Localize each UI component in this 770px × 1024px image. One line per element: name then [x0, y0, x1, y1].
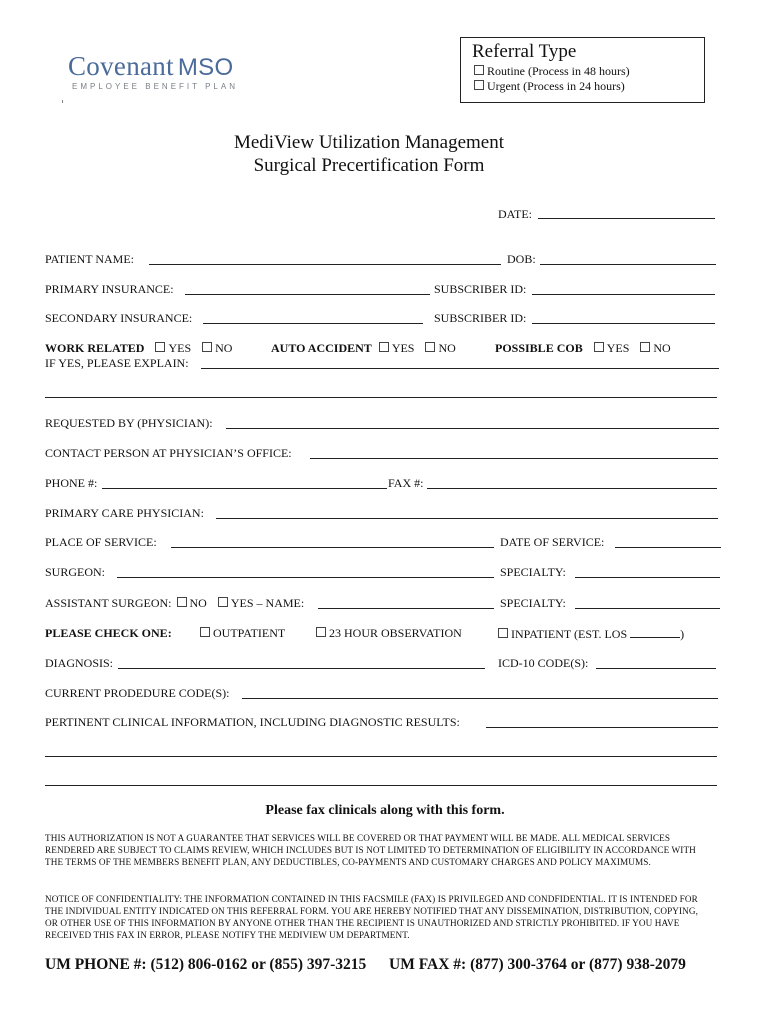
possible-cob-no-checkbox[interactable]	[640, 342, 650, 352]
observation-label: 23 HOUR OBSERVATION	[329, 626, 462, 640]
dob-label: DOB:	[507, 252, 536, 266]
if-yes-explain-label: IF YES, PLEASE EXPLAIN:	[45, 356, 189, 370]
form-title-line2: Surgical Precertification Form	[253, 155, 485, 176]
surgeon-field[interactable]	[117, 577, 494, 578]
phone-label: PHONE #:	[45, 476, 98, 490]
procedure-codes-field[interactable]	[242, 698, 718, 699]
inpatient-los-field[interactable]	[630, 626, 680, 638]
requested-by-label: REQUESTED BY (PHYSICIAN):	[45, 416, 213, 430]
work-related-yes-label: YES	[168, 341, 192, 355]
auto-accident-yes-checkbox[interactable]	[379, 342, 389, 352]
procedure-codes-label: CURRENT PRODEDURE CODE(S):	[45, 686, 230, 700]
outpatient-checkbox[interactable]	[200, 627, 210, 637]
pcp-field[interactable]	[216, 518, 718, 519]
logo-suffix: MSO	[177, 54, 234, 81]
subscriber-id-1-label: SUBSCRIBER ID:	[434, 282, 527, 296]
subscriber-id-2-label: SUBSCRIBER ID:	[434, 311, 527, 325]
auto-accident-no-checkbox[interactable]	[425, 342, 435, 352]
clinical-info-field-2[interactable]	[45, 756, 717, 757]
icd10-field[interactable]	[596, 668, 716, 669]
assistant-surgeon-yes-checkbox[interactable]	[218, 597, 228, 607]
assistant-surgeon-yes-name-label: YES – NAME:	[230, 596, 305, 610]
contact-person-label: CONTACT PERSON AT PHYSICIAN’S OFFICE:	[45, 446, 292, 460]
clinical-info-field[interactable]	[486, 727, 718, 728]
phone-field[interactable]	[102, 488, 387, 489]
referral-type-box	[460, 37, 705, 103]
confidentiality-notice: NOTICE OF CONFIDENTIALITY: THE INFORMATION CONTAINED IN THIS FACSMILE (FAX) IS PRIVILEGED AND CONDFIDENTIAL. IT IS INTENDED FOR THE INDIVIDUAL ENTITY INDICATED ON THIS REFERRAL FORM. YOU ARE HEREBY NOTIFIED THAT ANY DISSEMINATION, DISTRIBUTION, COPYING, OR OTHER USE OF THIS INFORMATION BY ANYONE OTHER THAN THE RECIPIENT IS UNAUTHORIZED AND STRICTLY PROHIBITED. IF YOU HAVE RECEIVED THIS FAX IN ERROR, PLEASE NOTIFY THE MEDIVIEW UM DEPARTMENT.	[45, 894, 699, 940]
work-related-no-checkbox[interactable]	[202, 342, 212, 352]
urgent-label: Urgent (Process in 24 hours)	[487, 79, 625, 93]
specialty-1-field[interactable]	[575, 577, 720, 578]
pcp-label: PRIMARY CARE PHYSICIAN:	[45, 506, 204, 520]
requested-by-field[interactable]	[226, 428, 719, 429]
assistant-surgeon-name-field[interactable]	[318, 608, 494, 609]
assistant-surgeon-label: ASSISTANT SURGEON:	[45, 596, 172, 610]
place-of-service-field[interactable]	[171, 547, 494, 548]
outpatient-label: OUTPATIENT	[213, 626, 286, 640]
specialty-2-field[interactable]	[575, 608, 720, 609]
clinical-info-field-3[interactable]	[45, 785, 717, 786]
date-field[interactable]	[538, 218, 715, 219]
covenant-mso-logo	[68, 52, 238, 91]
logo-name: Covenant	[68, 51, 174, 81]
authorization-disclaimer: THIS AUTHORIZATION IS NOT A GUARANTEE THAT SERVICES WILL BE COVERED OR THAT PAYMENT WILL BE MADE. ALL MEDICAL SERVICES RENDERED ARE SUBJECT TO CLAIMS REVIEW, WHICH INCLUDES BUT IS NOT LIMITED TO DETERMINATION OF ELIGIBILITY IN ACCORDANCE WITH THE TERMS OF THE MEMBERS BENEFIT PLAN, ANY DEDUCTIBLES, CO-PAYMENTS AND CUSTOMARY CHARGES AND POLICY MAXIMUMS.	[45, 833, 696, 867]
dob-field[interactable]	[540, 264, 716, 265]
referral-type-title: Referral Type	[472, 41, 577, 62]
inpatient-close-paren: )	[680, 627, 685, 641]
um-phone: UM PHONE #: (512) 806-0162 or (855) 397-3215	[45, 956, 367, 973]
um-fax: UM FAX #: (877) 300-3764 or (877) 938-2079	[389, 956, 686, 973]
possible-cob-yes-label: YES	[606, 341, 630, 355]
work-related-no-label: NO	[215, 341, 233, 355]
auto-accident-label: AUTO ACCIDENT	[271, 341, 372, 355]
auto-accident-no-label: NO	[438, 341, 456, 355]
secondary-insurance-field[interactable]	[203, 323, 423, 324]
form-title	[0, 131, 738, 177]
please-check-one-label: PLEASE CHECK ONE:	[45, 626, 172, 640]
subscriber-id-2-field[interactable]	[532, 323, 715, 324]
fax-label: FAX #:	[388, 476, 424, 490]
subscriber-id-1-field[interactable]	[532, 294, 715, 295]
work-related-label: WORK RELATED	[45, 341, 145, 355]
specialty-2-label: SPECIALTY:	[500, 596, 566, 610]
icd10-label: ICD-10 CODE(S):	[498, 656, 589, 670]
routine-checkbox[interactable]	[474, 65, 484, 75]
if-yes-explain-field[interactable]	[201, 368, 719, 369]
clinical-info-label: PERTINENT CLINICAL INFORMATION, INCLUDING DIAGNOSTIC RESULTS:	[45, 715, 460, 729]
inpatient-checkbox[interactable]	[498, 628, 508, 638]
observation-checkbox[interactable]	[316, 627, 326, 637]
surgeon-label: SURGEON:	[45, 565, 106, 579]
primary-insurance-field[interactable]	[185, 294, 430, 295]
if-yes-explain-field-2[interactable]	[45, 397, 717, 398]
date-of-service-field[interactable]	[615, 547, 721, 548]
possible-cob-no-label: NO	[653, 341, 671, 355]
diagnosis-label: DIAGNOSIS:	[45, 656, 114, 670]
primary-insurance-label: PRIMARY INSURANCE:	[45, 282, 174, 296]
work-related-yes-checkbox[interactable]	[155, 342, 165, 352]
place-of-service-label: PLACE OF SERVICE:	[45, 535, 157, 549]
auto-accident-yes-label: YES	[391, 341, 415, 355]
urgent-checkbox[interactable]	[474, 80, 484, 90]
date-of-service-label: DATE OF SERVICE:	[500, 535, 605, 549]
patient-name-field[interactable]	[149, 264, 501, 265]
date-label: DATE:	[498, 207, 532, 221]
possible-cob-label: POSSIBLE COB	[495, 341, 583, 355]
fax-clinicals-note: Please fax clinicals along with this form.	[265, 803, 505, 818]
possible-cob-yes-checkbox[interactable]	[594, 342, 604, 352]
assistant-surgeon-no-checkbox[interactable]	[177, 597, 187, 607]
stray-mark	[62, 100, 63, 103]
assistant-surgeon-no-label: NO	[189, 596, 207, 610]
inpatient-label: INPATIENT (EST. LOS	[511, 627, 628, 641]
secondary-insurance-label: SECONDARY INSURANCE:	[45, 311, 193, 325]
form-title-line1: MediView Utilization Management	[233, 132, 505, 153]
patient-name-label: PATIENT NAME:	[45, 252, 135, 266]
routine-label: Routine (Process in 48 hours)	[487, 64, 630, 78]
specialty-1-label: SPECIALTY:	[500, 565, 566, 579]
fax-field[interactable]	[427, 488, 717, 489]
diagnosis-field[interactable]	[118, 668, 485, 669]
logo-tagline: EMPLOYEE BENEFIT PLAN	[72, 82, 238, 91]
contact-person-field[interactable]	[310, 458, 718, 459]
